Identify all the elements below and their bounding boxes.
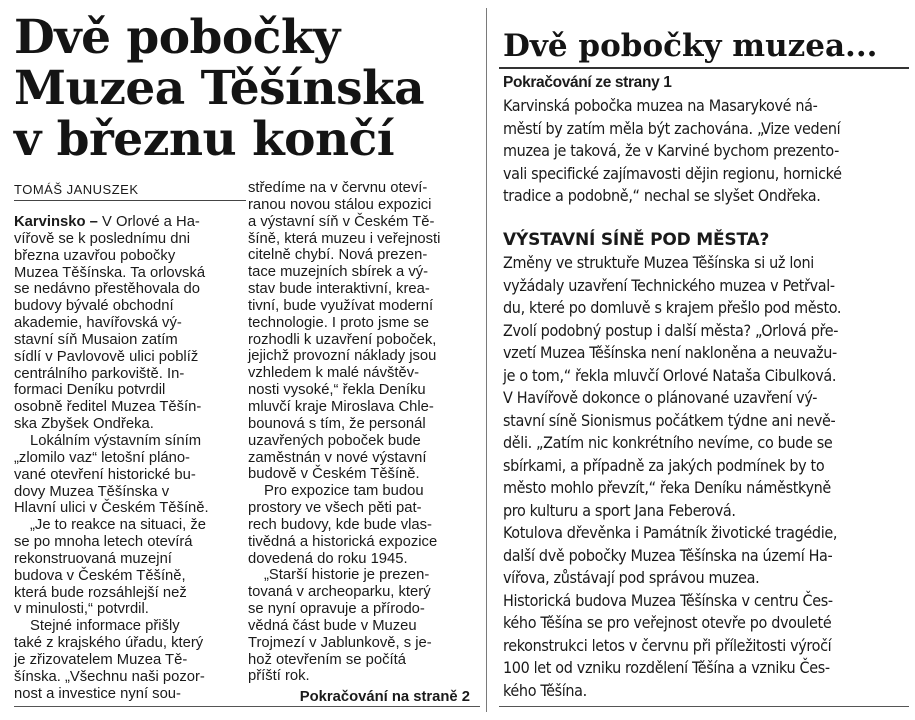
text-line: vířově se k poslednímu dni (14, 230, 191, 247)
text-fragment: V Orlové a Ha- (97, 214, 200, 230)
text-line: Trojmezí v Jablunkově, s je- (248, 634, 432, 651)
continued-from-note: Pokračování ze strany 1 (503, 74, 672, 91)
text-line: Historická budova Muzea Těšínska v centru Čes- (503, 590, 833, 610)
text-line: ska Zbyšek Ondřeka. (14, 416, 154, 433)
text-line: šíně, která muzeu i veřejnosti (248, 230, 441, 247)
text-line: kého Těšína se pro veřejnost otevře po dvouleté (503, 613, 832, 632)
dateline: Karvinsko – (14, 214, 98, 230)
text-line: vířova, zůstávají pod správou muzea. (503, 568, 760, 587)
text-line: kého Těšína. (503, 680, 587, 700)
text-line: hož otevřením se počítá (248, 651, 406, 668)
text-line: vali specifické zajímavosti dějin regionu, hornické (503, 163, 842, 183)
text-line: technologie. I proto jsme se (248, 314, 429, 331)
text-line: pro kulturu a sport Jana Feberová. (503, 500, 736, 520)
text-line: sbírkami, a případně za jakých podmínek by to (503, 455, 825, 475)
headline-rule (499, 67, 909, 69)
text-line (14, 214, 246, 231)
text-line: ranou novou stálou expozici (248, 196, 432, 213)
subheading: VÝSTAVNÍ SÍNĚ POD MĚSTA? (503, 230, 770, 250)
text-line: Muzea Těšínska. Ta orlovská (14, 264, 206, 281)
text-line: se nyní opravuje a přírodo- (248, 601, 425, 618)
text-line: rekonstrukci letos v červnu při příležitosti výročí (503, 635, 832, 655)
text-line: „Starší historie je prezen- (264, 567, 430, 584)
text-line: a výstavní síň v Českém Tě- (248, 213, 435, 230)
text-line: budově v Českém Těšíně. (248, 466, 420, 483)
bottom-rule (499, 706, 909, 707)
text-line: centrálního parkoviště. In- (14, 365, 185, 382)
text-line: Zvolí podobný postup i další města? „Orlová pře- (503, 320, 839, 340)
text-line: tradice a podobně,“ nechal se slyšet Ondřeka. (503, 186, 821, 205)
text-line: uzavřených poboček bude (248, 432, 421, 449)
paragraph-1 (503, 95, 908, 208)
bottom-rule (14, 706, 480, 707)
text-line: „Je to reakce na situaci, že (30, 517, 207, 534)
clipping-divider (486, 8, 487, 712)
text-line: v minulosti,“ potvrdil. (14, 601, 149, 618)
text-line: děli. „Zatím nic konkrétního nevíme, co bude se (503, 433, 833, 452)
text-line: osobně ředitel Muzea Těšín- (14, 399, 202, 416)
paragraph-2 (503, 252, 908, 702)
text-line: vzhledem k malé návštěv- (248, 365, 420, 382)
text-line: formaci Deníku potvrdil (14, 382, 166, 399)
right-article-clipping (489, 0, 915, 720)
text-line: se po mnoha letech otevírá (14, 534, 193, 551)
text-line: března uzavřou pobočky (14, 247, 176, 264)
text-line: sídlí v Pavlovově ulici poblíž (14, 348, 199, 365)
text-line: budovy bývalé obchodní (14, 298, 174, 315)
text-line: budova v Českém Těšíně, (14, 567, 186, 584)
text-line: středíme na v červnu oteví- (248, 180, 428, 196)
text-line: Lokálním výstavním síním (30, 432, 202, 449)
continuation-note: Pokračování na straně 2 (299, 689, 470, 706)
text-line: mluvčí kraje Miroslava Chle- (248, 398, 434, 415)
text-line: také z krajského úřadu, který (14, 635, 204, 652)
article-column-1 (14, 214, 246, 702)
text-line: tivní, bude využívat moderní (248, 297, 434, 314)
text-line: zaměstnán v nové výstavní (248, 449, 427, 466)
text-line: vyžádaly uzavření Technického muzea v Petřval- (503, 275, 835, 295)
text-line: příští rok. (248, 668, 310, 685)
text-line: tivědná a historická expozice (248, 533, 438, 550)
text-line: rech budovy, kde bude vlas- (248, 516, 432, 533)
text-line: Hlavní ulici v Českém Těšíně. (14, 500, 209, 517)
text-line: citelně chybí. Nová prezen- (248, 247, 428, 264)
text-line: Stejné informace přišly (30, 618, 180, 635)
headline-line: Dvě pobočky (14, 10, 340, 65)
text-line: vané otevření historické bu- (14, 466, 196, 483)
text-line: je o tom,“ řekla mluvčí Orlové Nataša Cibulková. (503, 365, 837, 385)
text-line: 100 let od vzniku rozdělení Těšína a vzniku Čes- (503, 658, 830, 677)
text-line: V Havířově dokonce o plánované uzavření vý- (503, 388, 818, 407)
text-line: městí by zatím měla být zachována. „Vize vedení (503, 118, 841, 138)
text-line: dovy Muzea Těšínska v (14, 483, 170, 500)
text-line: du, které po domluvě s krajem přešlo pod město. (503, 298, 842, 317)
headline-line: v březnu končí (14, 112, 395, 167)
text-line: bounová s tím, že personál (248, 415, 426, 432)
text-line: rozhodli k uzavření poboček, (248, 331, 437, 348)
text-line: tace muzejních sbírek a vý- (248, 264, 429, 281)
text-line: rekonstruovaná muzejní (14, 550, 172, 567)
continued-headline: Dvě pobočky muzea... (503, 28, 878, 64)
text-line: tovaná v archeoparku, který (248, 584, 431, 601)
headline-line: Muzea Těšínska (14, 61, 425, 116)
text-line: město mohlo převzít,“ řeka Deníku náměstkyně (503, 478, 831, 497)
text-line: vzetí Muzea Těšínska není nakloněna a neuvažu- (503, 343, 837, 362)
article-headline (14, 12, 474, 165)
text-line: nosti vysoké,“ řekla Deníku (248, 382, 426, 399)
text-line: muzea je taková, že v Karviné bychom prezento- (503, 141, 839, 160)
text-line: Změny ve struktuře Muzea Těšínska si už loni (503, 253, 814, 272)
text-line: která bude rozsáhlejší než (14, 584, 187, 601)
text-line: je zřizovatelem Muzea Tě- (14, 651, 188, 668)
article-column-2 (248, 180, 480, 706)
text-line: stavní síň Musaion zatím (14, 331, 178, 348)
text-line: jejichž provozní náklady jsou (248, 348, 437, 365)
text-line: Pro expozice tam budou (264, 483, 424, 500)
text-line: prostory ve všech pěti pat- (248, 500, 422, 517)
text-line: se nedávno přestěhovala do (14, 281, 200, 298)
text-line: nost a investice nyní sou- (14, 685, 181, 702)
text-line: Kotulova dřevěnka i Památník životické tragédie, (503, 523, 838, 542)
author-byline: TOMÁŠ JANUSZEK (14, 182, 246, 201)
text-line: „zlomilo vaz“ letošní pláno- (14, 449, 190, 466)
text-line: stav bude interaktivní, krea- (248, 281, 430, 298)
text-line: stavní síně Sionismus počátkem týdne ani nevě- (503, 410, 836, 430)
text-line: akademie, havířovská vý- (14, 315, 182, 332)
text-line: dovedená do roku 1945. (248, 550, 408, 567)
text-line: šínska. „Všechnu naši pozor- (14, 668, 205, 685)
text-line: vědná část bude v Muzeu (248, 617, 417, 634)
text-line: další dvě pobočky Muzea Těšínska na území Ha- (503, 545, 833, 565)
text-line: Karvinská pobočka muzea na Masarykové ná- (503, 96, 818, 115)
